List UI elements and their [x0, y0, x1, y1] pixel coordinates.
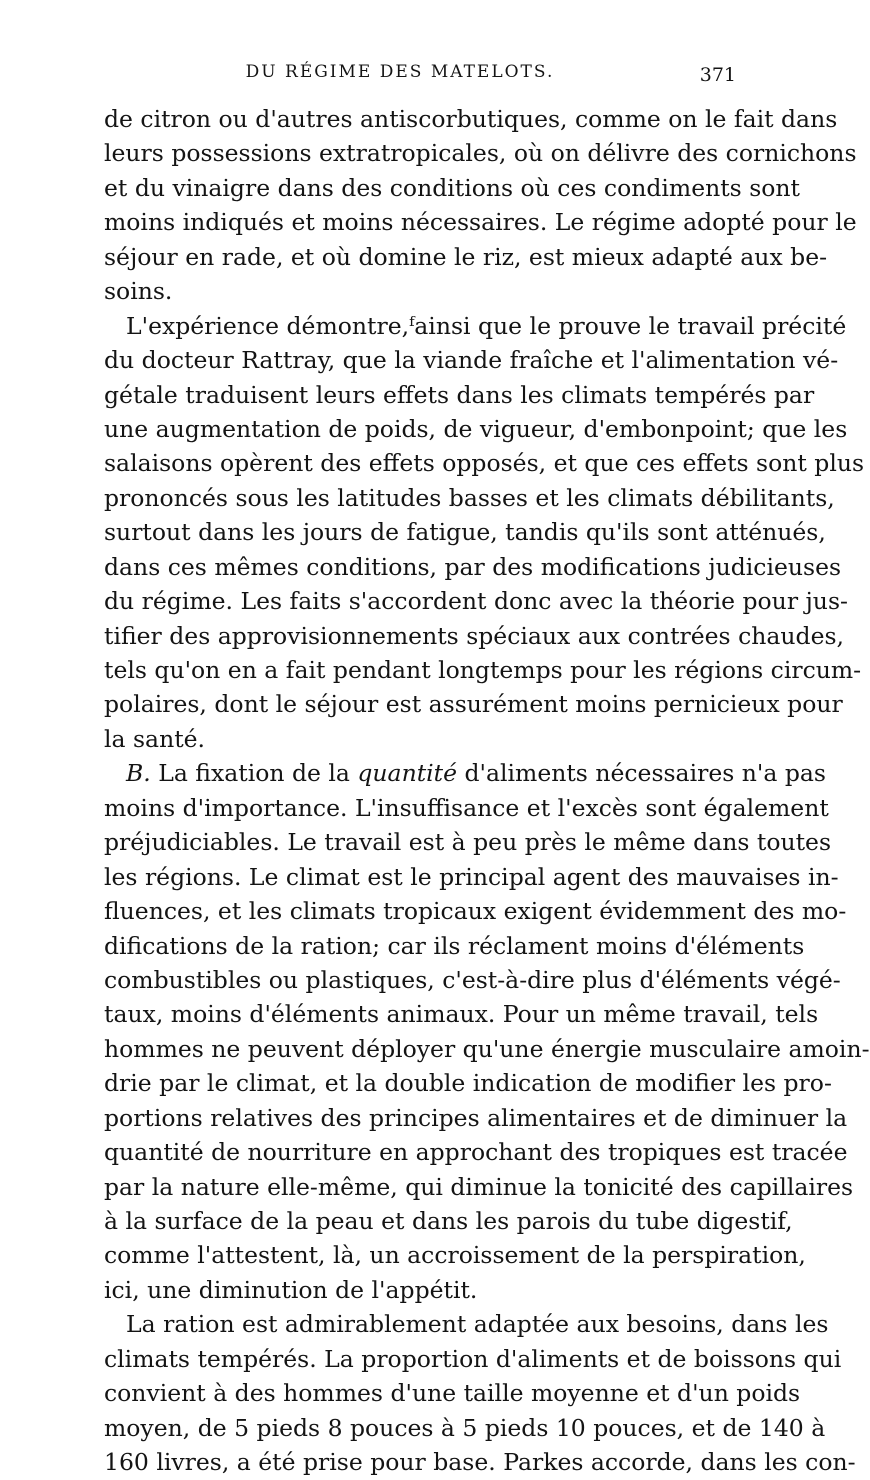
text-line: 160 livres, a été prise pour base. Parkes accorde, dans les con- [104, 1448, 856, 1477]
text-line: une augmentation de poids, de vigueur, d'embonpoint; que les [104, 414, 848, 443]
text-line: par la nature elle-même, qui diminue la tonicité des capillaires [104, 1172, 854, 1201]
text-line: hommes ne peuvent déployer qu'une énergie musculaire amoin- [104, 1034, 870, 1063]
text-line: du régime. Les faits s'accordent donc avec la théorie pour jus- [104, 587, 848, 616]
text-line: et du vinaigre dans des conditions où ces condiments sont [104, 173, 800, 202]
paragraph [104, 102, 857, 309]
text-line: préjudiciables. Le travail est à peu près le même dans toutes [104, 828, 832, 857]
text-line: L'expérience démontre,ᶠainsi que le prouve le travail précité [126, 311, 847, 340]
paragraph [104, 756, 870, 1307]
text-line: à la surface de la peau et dans les parois du tube digestif, [104, 1207, 793, 1235]
text-line: comme l'attestent, là, un accroissement de la perspiration, [104, 1241, 806, 1270]
text-line: moins indiqués et moins nécessaires. Le régime adopté pour le [104, 208, 857, 237]
text-line: les régions. Le climat est le principal agent des mauvaises in- [104, 862, 839, 891]
page-number: 371 [699, 64, 736, 86]
paragraph [104, 309, 865, 757]
running-title: DU RÉGIME DES MATELOTS. [245, 62, 555, 82]
text-line: polaires, dont le séjour est assurément moins pernicieux pour [104, 690, 843, 719]
text-line: leurs possessions extratropicales, où on délivre des cornichons [104, 139, 857, 168]
paragraph [104, 1307, 856, 1479]
text-line: du docteur Rattray, que la viande fraîche et l'alimentation vé- [104, 346, 839, 375]
text-line: moins d'importance. L'insuffisance et l'excès sont également [104, 793, 829, 822]
text-line: difications de la ration; car ils réclament moins d'éléments [104, 931, 805, 960]
text-line: climats tempérés. La proportion d'aliments et de boissons qui [104, 1344, 842, 1373]
text-line: salaisons opèrent des effets opposés, et que ces effets sont plus [104, 449, 865, 478]
text-line: ici, une diminution de l'appétit. [104, 1275, 478, 1304]
text-line: taux, moins d'éléments animaux. Pour un même travail, tels [104, 1000, 819, 1029]
text-line: portions relatives des principes alimentaires et de diminuer la [104, 1103, 848, 1132]
text-line: dans ces mêmes conditions, par des modifications judicieuses [104, 552, 842, 581]
text-line: de citron ou d'autres antiscorbutiques, comme on le fait dans [104, 105, 838, 133]
text-line: gétale traduisent leurs effets dans les climats tempérés par [104, 380, 815, 409]
text-line: prononcés sous les latitudes basses et les climats débilitants, [104, 483, 835, 512]
text-line: tels qu'on en a fait pendant longtemps pour les régions circum- [104, 656, 862, 684]
text-line: combustibles ou plastiques, c'est-à-dire plus d'éléments végé- [104, 965, 841, 994]
text-line: soins. [104, 277, 173, 306]
running-head [0, 62, 800, 92]
text-line: quantité de nourriture en approchant des tropiques est tracée [104, 1138, 848, 1167]
text-line: convient à des hommes d'une taille moyenne et d'un poids [104, 1379, 801, 1408]
text-line: la santé. [104, 724, 206, 753]
text-line: fluences, et les climats tropicaux exigent évidemment des mo- [104, 897, 847, 926]
text-line: tifier des approvisionnements spéciaux aux contrées chaudes, [104, 621, 845, 650]
text-body [104, 102, 870, 1480]
text-line: La ration est admirablement adaptée aux besoins, dans les [126, 1310, 829, 1339]
text-line: B. La fixation de la quantité d'aliments nécessaires n'a pas [126, 759, 826, 788]
text-line: surtout dans les jours de fatigue, tandis qu'ils sont atténués, [104, 518, 826, 547]
text-line: séjour en rade, et où domine le riz, est mieux adapté aux be- [104, 242, 828, 271]
text-line: drie par le climat, et la double indication de modifier les pro- [104, 1069, 832, 1098]
text-line: moyen, de 5 pieds 8 pouces à 5 pieds 10 pouces, et de 140 à [104, 1413, 826, 1442]
